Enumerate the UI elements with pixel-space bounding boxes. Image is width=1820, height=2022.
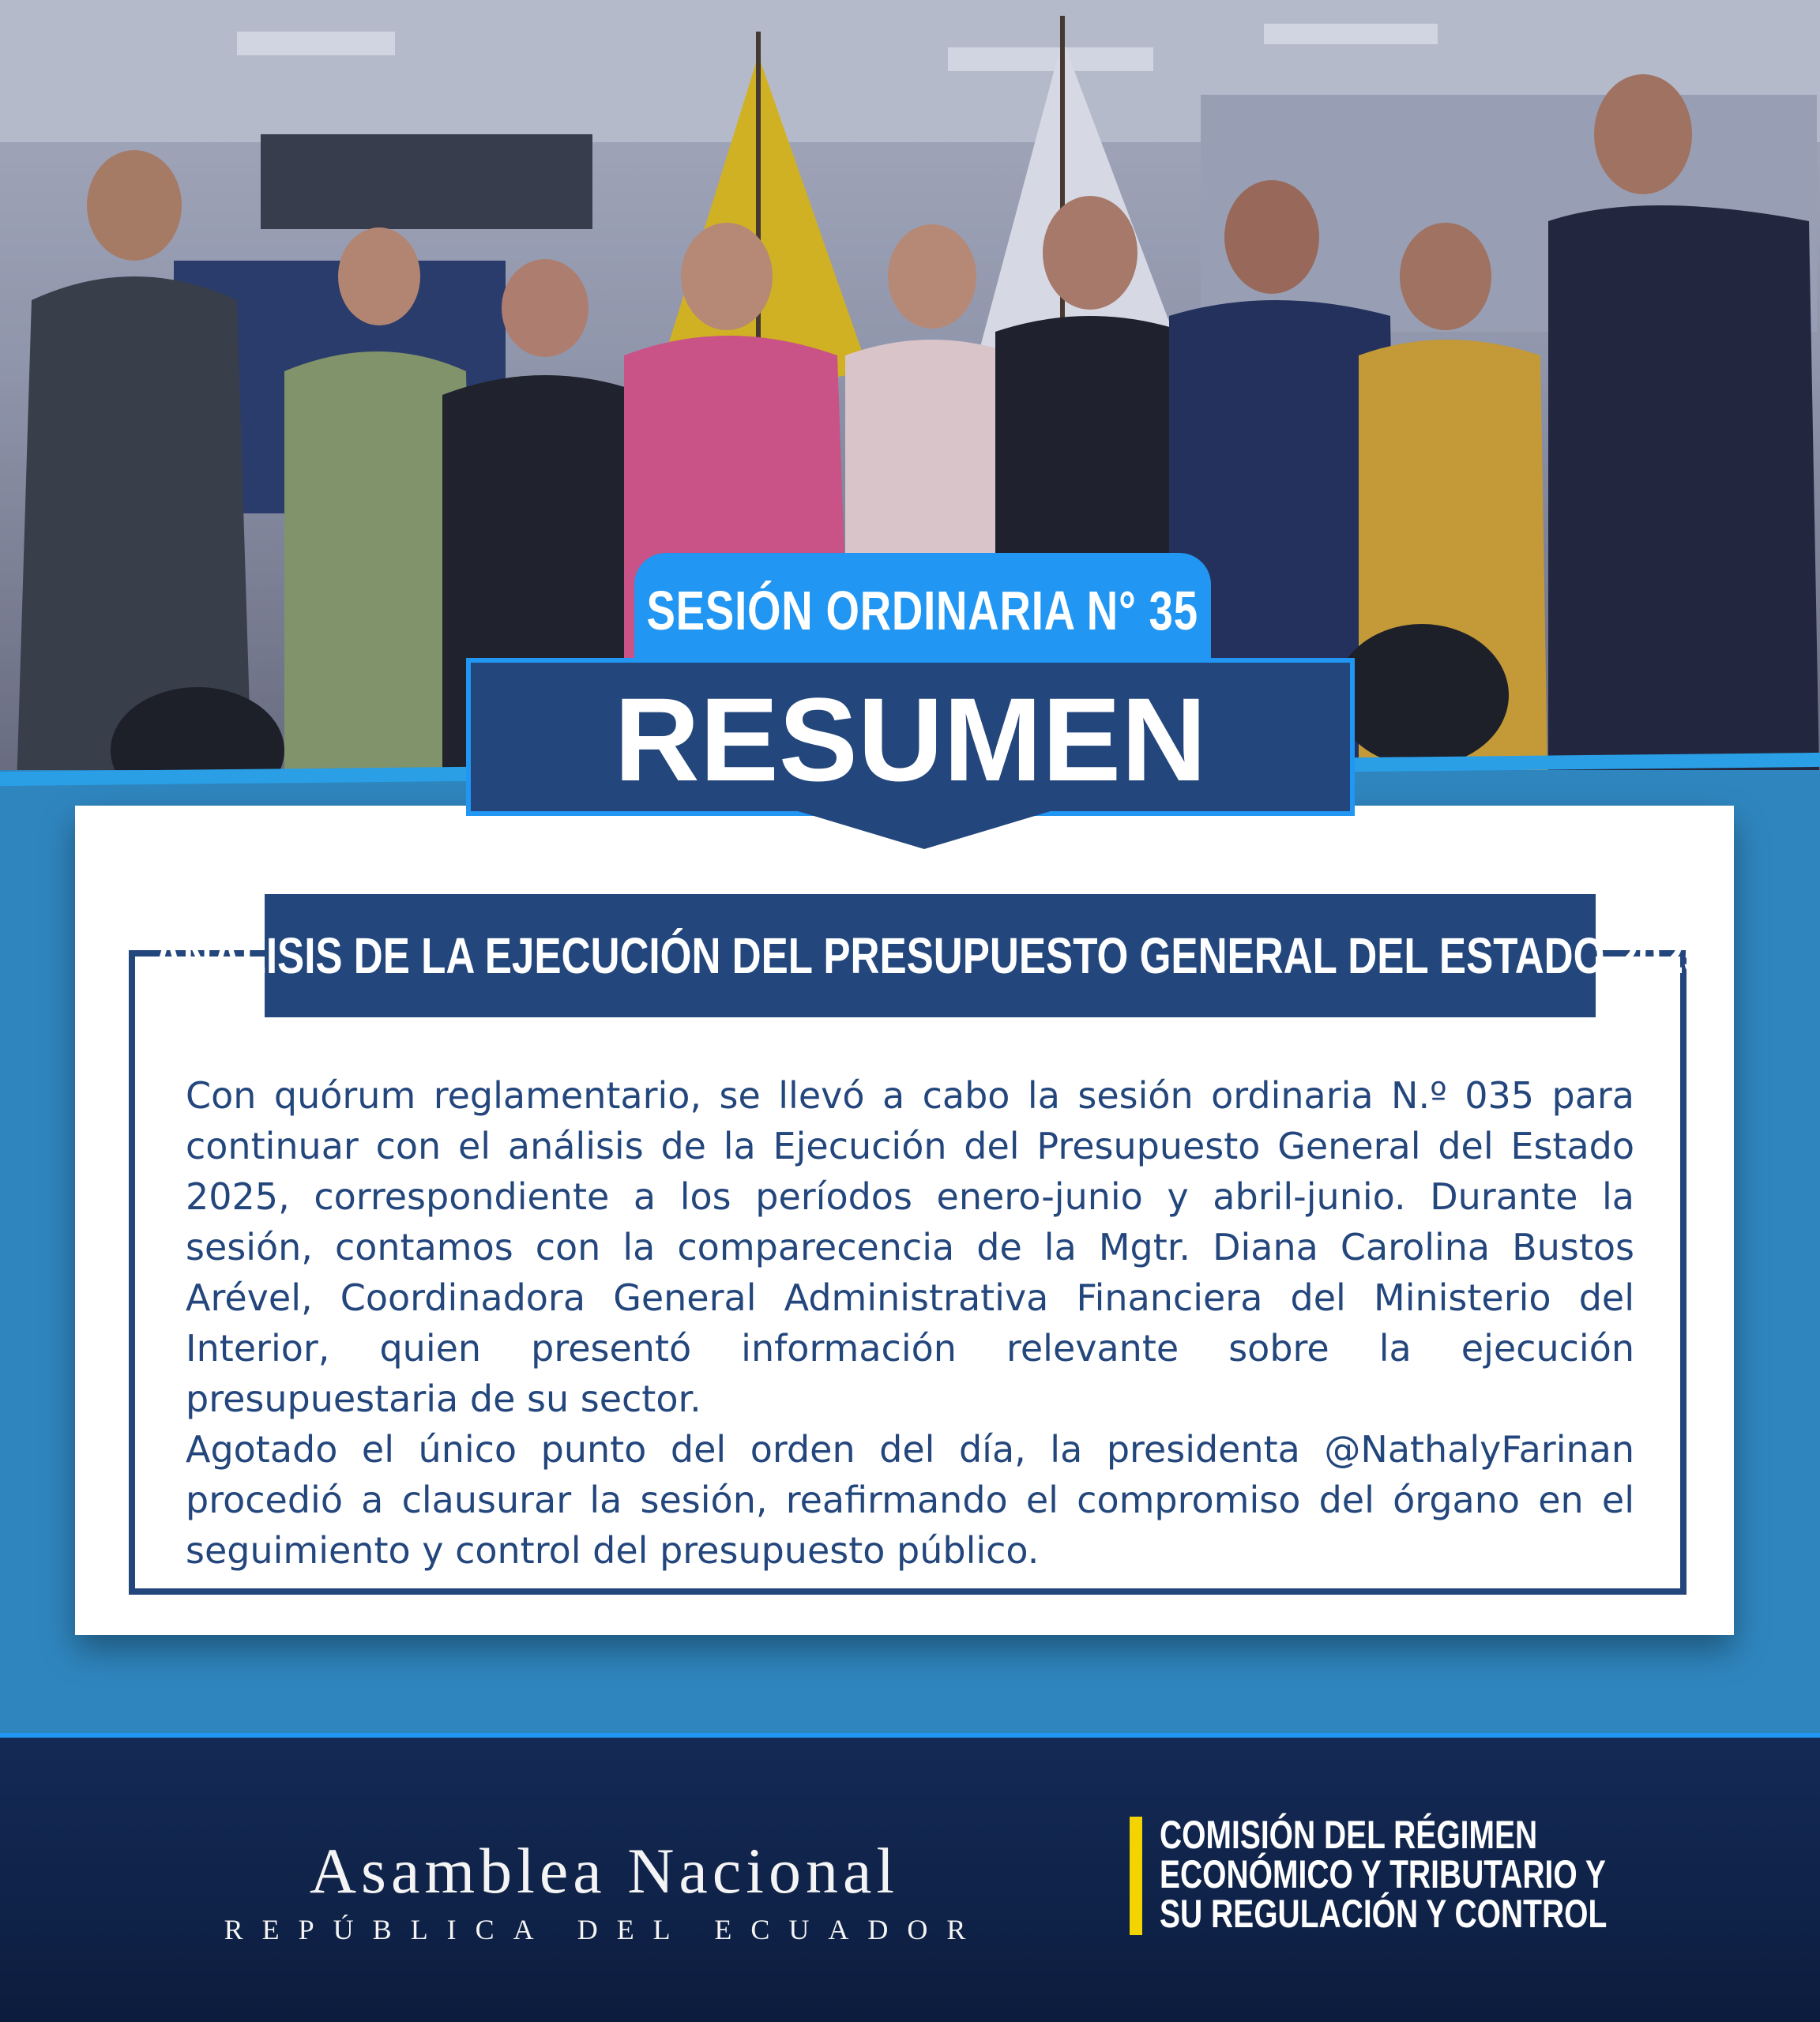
- summary-text: [186, 1070, 1634, 1576]
- subtitle-banner: [154, 894, 1706, 1017]
- summary-paragraph-1: Con quórum reglamentario, se llevó a cabo la sesión ordinaria N.º 035 para continuar con el análisis de la Ejecución del Presupuesto General del Estado 2025, correspondiente a los períodos enero-junio y abril-junio. Durante la sesión, contamos con la comparecencia de la Mgtr. Diana Carolina Bustos Arével, Coordinadora General Administrativa Financiera del Ministerio del Interior, quien presentó información relevante sobre la ejecución presupuestaria de su sector.: [186, 1074, 1634, 1420]
- subtitle-text: ANÁLISIS DE LA EJECUCIÓN DEL PRESUPUESTO GENERAL DEL ESTADO 2025: [154, 927, 1706, 984]
- asamblea-logo-subtext: REPÚBLICA DEL ECUADOR: [224, 1914, 985, 1945]
- commission-accent-bar: [1130, 1817, 1142, 1935]
- title-box-pointer: [798, 811, 1051, 849]
- commission-name: [1160, 1815, 1607, 1934]
- page-title: RESUMEN: [614, 673, 1207, 806]
- commission-line-2: ECONÓMICO Y TRIBUTARIO Y: [1160, 1852, 1606, 1896]
- commission-line-3: SU REGULACIÓN Y CONTROL: [1160, 1892, 1608, 1936]
- commission-line-1: COMISIÓN DEL RÉGIMEN: [1160, 1813, 1538, 1857]
- session-label: SESIÓN ORDINARIA N° 35: [646, 579, 1199, 641]
- summary-paragraph-2: Agotado el único punto del orden del día, la presidenta @NathalyFarinan procedió a clausurar la sesión, reafirmando el compromiso del órgano en el seguimiento y control del presupuesto público.: [186, 1428, 1634, 1572]
- session-badge: [634, 553, 1211, 667]
- title-box: [466, 658, 1355, 816]
- asamblea-logo-text: Asamblea Nacional: [309, 1835, 900, 1907]
